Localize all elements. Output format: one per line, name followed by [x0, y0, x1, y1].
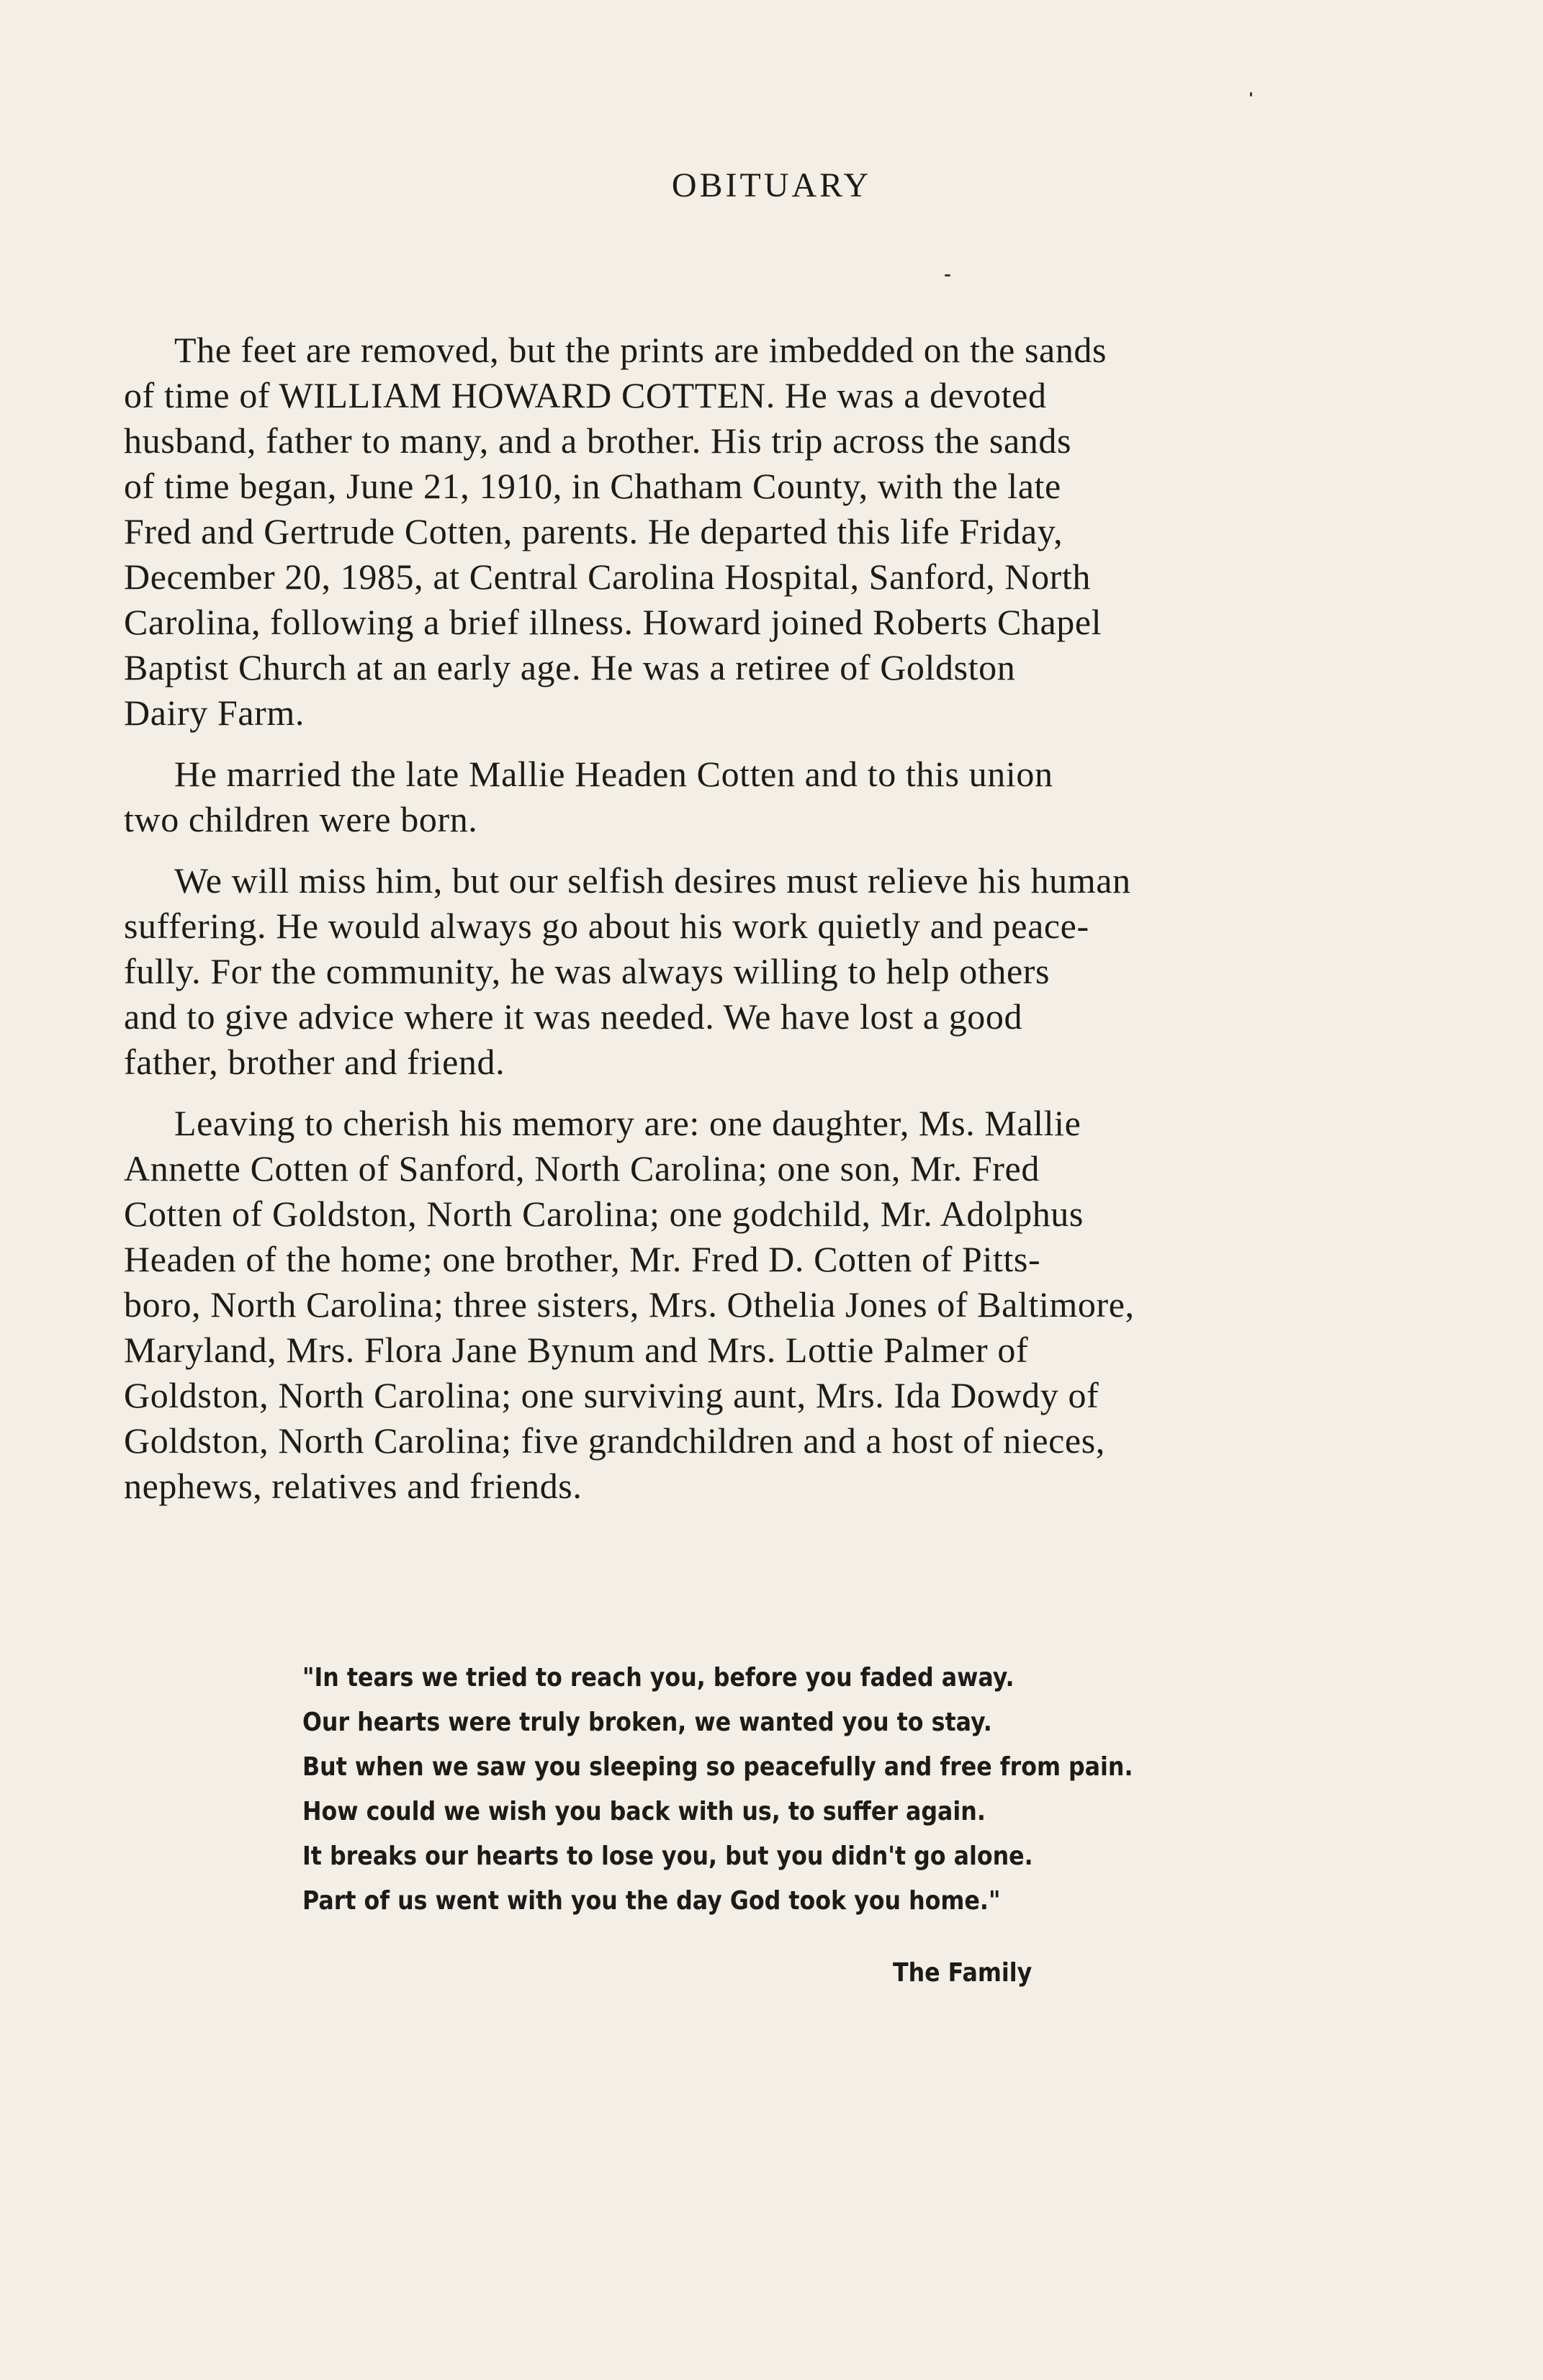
poem-line: But when we saw you sleeping so peacefully and free from pain.: [302, 1752, 1133, 1782]
text-line: fully. For the community, he was always willing to help others: [124, 951, 1051, 991]
print-speck: [945, 274, 950, 276]
text-line: Baptist Church at an early age. He was a retiree of Goldston: [124, 647, 1016, 688]
text-line: husband, father to many, and a brother. His trip across the sands: [124, 420, 1072, 461]
text-line: Dairy Farm.: [124, 693, 305, 733]
text-line: The feet are removed, but the prints are imbedded on the sands: [174, 330, 1107, 370]
obituary-body: [124, 328, 1362, 1525]
text-line: We will miss him, but our selfish desires must relieve his human: [174, 860, 1131, 901]
text-line: boro, North Carolina; three sisters, Mrs. Othelia Jones of Baltimore,: [124, 1284, 1135, 1325]
text-line: of time began, June 21, 1910, in Chatham County, with the late: [124, 466, 1061, 506]
paragraph-biography: [124, 328, 1362, 736]
signature: The Family: [893, 1958, 1033, 1988]
text-line: Headen of the home; one brother, Mr. Fred D. Cotten of Pitts-: [124, 1239, 1041, 1279]
text-line: Leaving to cherish his memory are: one daughter, Ms. Mallie: [174, 1103, 1081, 1143]
text-line: and to give advice where it was needed. We have lost a good: [124, 996, 1023, 1037]
poem-line: "In tears we tried to reach you, before you faded away.: [302, 1663, 1015, 1692]
paragraph-remembrance: [124, 858, 1362, 1085]
text-line: Cotten of Goldston, North Carolina; one godchild, Mr. Adolphus: [124, 1194, 1084, 1234]
text-line: Annette Cotten of Sanford, North Carolina; one son, Mr. Fred: [124, 1148, 1040, 1189]
text-line: of time of WILLIAM HOWARD COTTEN. He was a devoted: [124, 375, 1047, 415]
text-line: He married the late Mallie Headen Cotten and to this union: [174, 754, 1053, 794]
poem-line: Part of us went with you the day God took you home.": [302, 1886, 1001, 1916]
text-line: December 20, 1985, at Central Carolina Hospital, Sanford, North: [124, 556, 1092, 597]
text-line: Goldston, North Carolina; one surviving aunt, Mrs. Ida Dowdy of: [124, 1375, 1099, 1415]
text-line: Fred and Gertrude Cotten, parents. He departed this life Friday,: [124, 511, 1063, 551]
text-line: Maryland, Mrs. Flora Jane Bynum and Mrs. Lottie Palmer of: [124, 1330, 1029, 1370]
text-line: Carolina, following a brief illness. Howard joined Roberts Chapel: [124, 602, 1102, 642]
text-line: two children were born.: [124, 799, 478, 839]
poem-line: It breaks our hearts to lose you, but you didn't go alone.: [302, 1842, 1033, 1871]
paragraph-survivors: [124, 1101, 1362, 1509]
text-line: Goldston, North Carolina; five grandchildren and a host of nieces,: [124, 1420, 1105, 1461]
text-line: suffering. He would always go about his work quietly and peace-: [124, 906, 1089, 946]
memorial-poem: [302, 1656, 1133, 1924]
text-line: father, brother and friend.: [124, 1042, 505, 1082]
paragraph-marriage: [124, 752, 1362, 842]
poem-line: How could we wish you back with us, to suffer again.: [302, 1797, 986, 1826]
page-title: OBITUARY: [671, 166, 872, 204]
poem-line: Our hearts were truly broken, we wanted you to stay.: [302, 1708, 992, 1737]
print-speck: [1250, 92, 1252, 96]
text-line: nephews, relatives and friends.: [124, 1466, 582, 1506]
